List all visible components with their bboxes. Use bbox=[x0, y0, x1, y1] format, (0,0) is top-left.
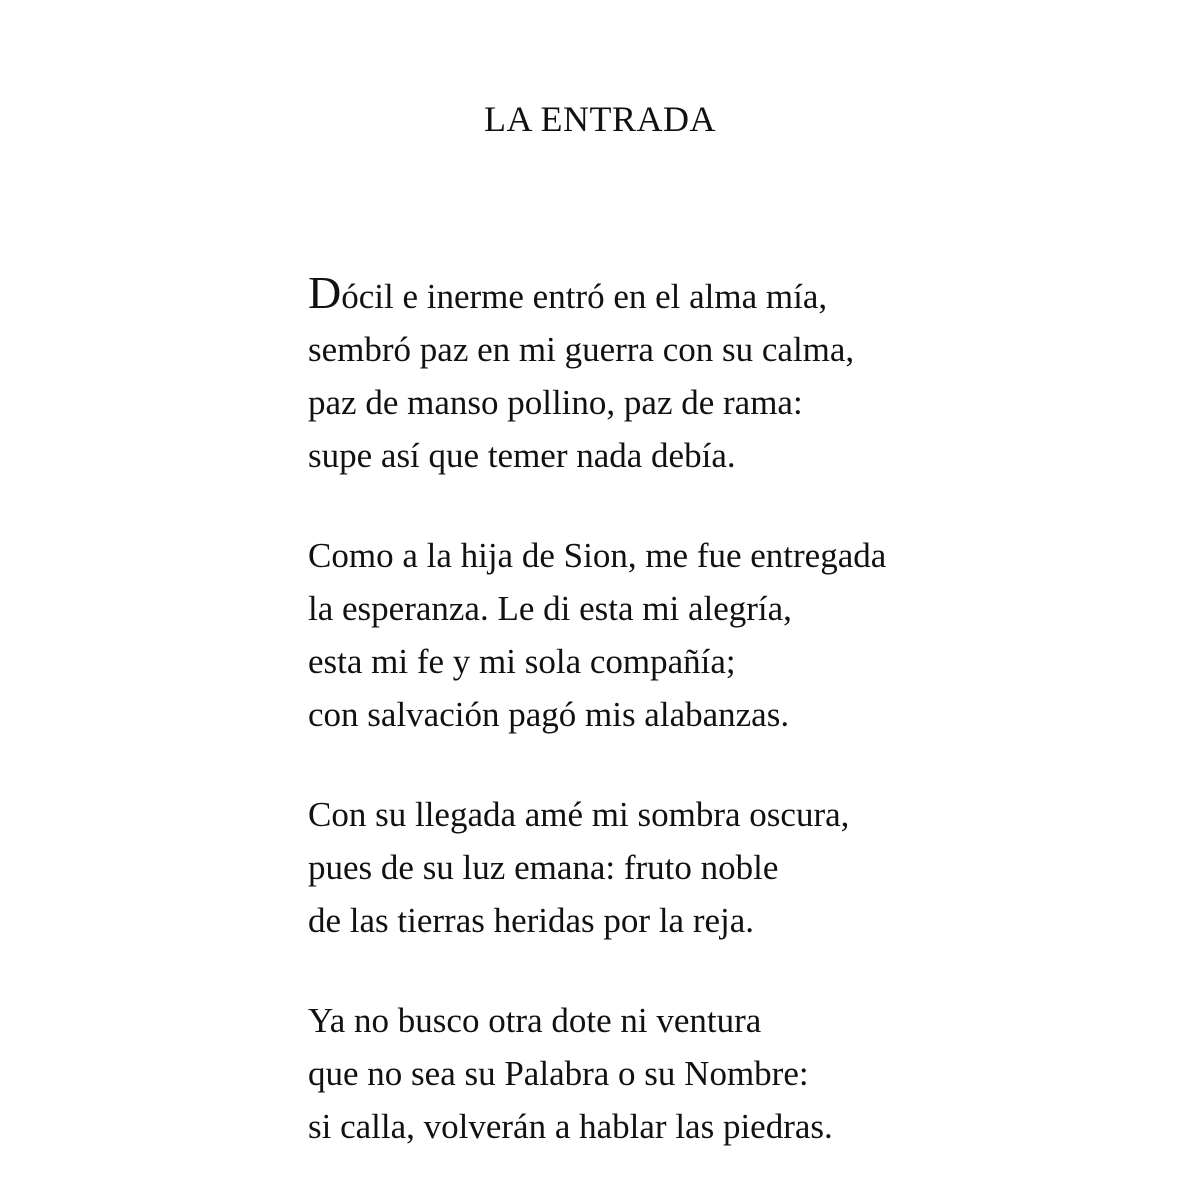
poem-line: de las tierras heridas por la reja. bbox=[308, 901, 755, 940]
poem-line: Con su llegada amé mi sombra oscura, bbox=[308, 795, 850, 834]
stanza-2 bbox=[308, 529, 1128, 741]
drop-cap: D bbox=[308, 267, 342, 318]
poem-line bbox=[308, 267, 1128, 323]
poem-line: con salvación pagó mis alabanzas. bbox=[308, 695, 790, 734]
poem-line: Como a la hija de Sion, me fue entregada bbox=[308, 536, 887, 575]
poem-line: supe así que temer nada debía. bbox=[308, 436, 736, 475]
poem-line: que no sea su Palabra o su Nombre: bbox=[308, 1054, 809, 1093]
poem-line: sembró paz en mi guerra con su calma, bbox=[308, 330, 855, 369]
poem-line: esta mi fe y mi sola compañía; bbox=[308, 642, 736, 681]
poem-title: LA ENTRADA bbox=[484, 99, 716, 139]
poem-line: Ya no busco otra dote ni ventura bbox=[308, 1001, 762, 1040]
poem-line: pues de su luz emana: fruto noble bbox=[308, 848, 779, 887]
stanza-4 bbox=[308, 994, 1128, 1153]
poem-line-text: ócil e inerme entró en el alma mía, bbox=[341, 277, 828, 316]
poem-line: paz de manso pollino, paz de rama: bbox=[308, 383, 803, 422]
stanza-3 bbox=[308, 788, 1128, 947]
poem-line: la esperanza. Le di esta mi alegría, bbox=[308, 589, 792, 628]
poem-body bbox=[308, 267, 1128, 1200]
poem-line: si calla, volverán a hablar las piedras. bbox=[308, 1107, 833, 1146]
stanza-1 bbox=[308, 267, 1128, 482]
